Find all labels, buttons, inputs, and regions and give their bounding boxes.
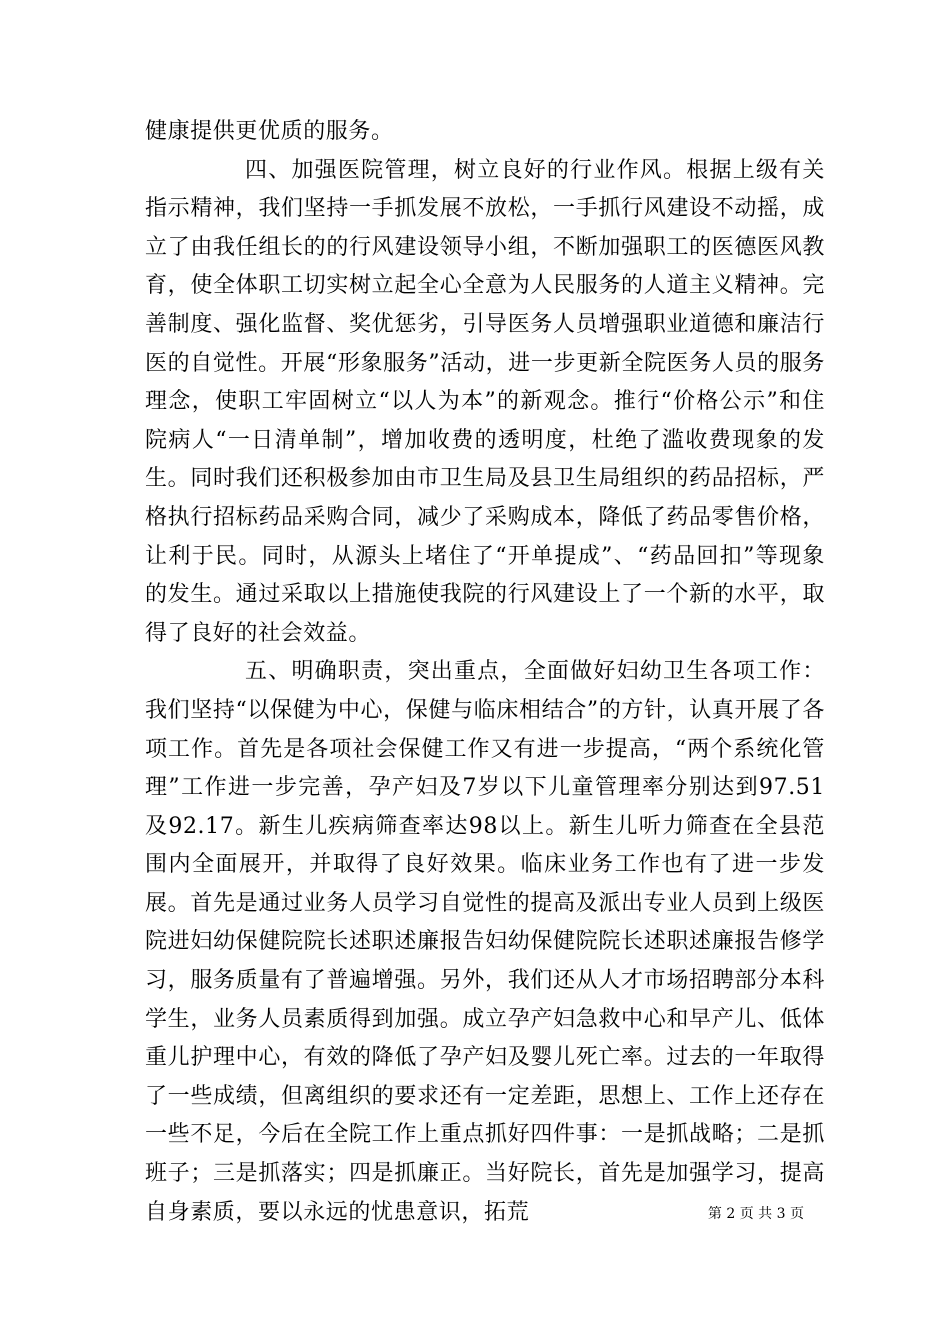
document-body <box>145 113 825 1232</box>
page-number-footer: 第 2 页 共 3 页 <box>707 1206 804 1222</box>
paragraph-continuation: 健康提供更优质的服务。 <box>145 119 394 144</box>
paragraph-section-five: 五、明确职责，突出重点，全面做好妇幼卫生各项工作：我们坚持“以保健为中心，保健与临床相结合”的方针，认真开展了各项工作。首先是各项社会保健工作又有进一步提高，“两个系统化管理”工作进一步完善，孕产妇及7岁以下儿童管理率分别达到97.51及92.17。新生儿疾病筛查率达98以上。新生儿听力筛查在全县范围内全面展开，并取得了良好效果。临床业务工作也有了进一步发展。首先是通过业务人员学习自觉性的提高及派出专业人员到上级医院进妇幼保健院院长述职述廉报告妇幼保健院院长述职述廉报告修学习，服务质量有了普遍增强。另外，我们还从人才市场招聘部分本科学生，业务人员素质得到加强。成立孕产妇急救中心和早产儿、低体重儿护理中心，有效的降低了孕产妇及婴儿死亡率。过去的一年取得了一些成绩，但离组织的要求还有一定差距，思想上、工作上还存在一些不足，今后在全院工作上重点抓好四件事：一是抓战略；二是抓班子；三是抓落实；四是抓廉正。当好院长，首先是加强学习，提高自身素质，要以永远的忧患意识，拓荒 <box>145 659 825 1225</box>
paragraph-section-four: 四、加强医院管理，树立良好的行业作风。根据上级有关指示精神，我们坚持一手抓发展不放松，一手抓行风建设不动摇，成立了由我任组长的的行风建设领导小组，不断加强职工的医德医风教育，使全体职工切实树立起全心全意为人民服务的人道主义精神。完善制度、强化监督、奖优惩劣，引导医务人员增强职业道德和廉洁行医的自觉性。开展“形象服务”活动，进一步更新全院医务人员的服务理念，使职工牢固树立“以人为本”的新观念。推行“价格公示”和住院病人“一日清单制”，增加收费的透明度，杜绝了滥收费现象的发生。同时我们还积极参加由市卫生局及县卫生局组织的药品招标，严格执行招标药品采购合同，减少了采购成本，降低了药品零售价格，让利于民。同时，从源头上堵住了“开单提成”、“药品回扣”等现象的发生。通过采取以上措施使我院的行风建设上了一个新的水平，取得了良好的社会效益。 <box>145 157 825 646</box>
